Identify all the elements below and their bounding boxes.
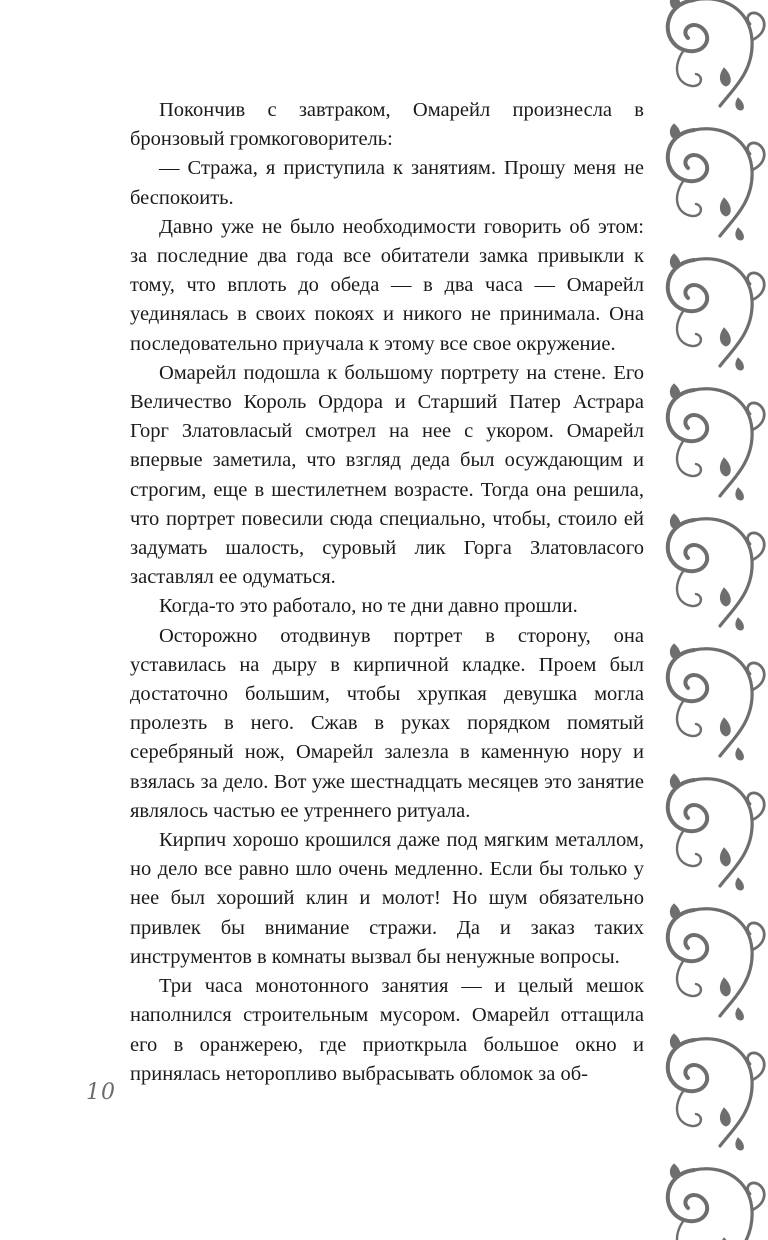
paragraph: — Стража, я приступила к занятиям. Прошу меня не беспокоить. bbox=[130, 157, 644, 209]
paragraph: Давно уже не было необходимости говорить об этом: за последние два года все обитатели замка привыкли к тому, что вплоть до обеда — в два часа — Омарейл уединялась в своих покоях и никого не принимала. Она последовательно приучала к этому все свое окружение. bbox=[130, 215, 644, 355]
paragraph: Омарейл подошла к большому портрету на стене. Его Величество Король Ордора и Старший Патер Астрара Горг Златовласый смотрел на нее с укором. Омарейл впервые заметила, что взгляд деда был осуждающим и строгим, еще в шестилетнем возрасте. Тогда она решила, что портрет повесили сюда специально, чтобы, стоило ей задумать шалость, суровый лик Горга Златовласого заставлял ее одуматься. bbox=[130, 361, 644, 589]
swirl-border-ornament-icon bbox=[654, 0, 768, 1240]
paragraph: Три часа монотонного занятия — и целый мешок наполнился строительным мусором. Омарейл оттащила его в оранжерею, где приоткрыла большое окно и принялась неторопливо выбрасывать обломок за об- bbox=[130, 975, 644, 1085]
paragraph: Покончив с завтраком, Омарейл произнесла в бронзовый громкоговоритель: bbox=[130, 99, 644, 151]
paragraph: Кирпич хорошо крошился даже под мягким металлом, но дело все равно шло очень медленно. Если бы только у нее был хороший клин и молот! Но шум обязательно привлек бы внимание стражи. Да и заказ таких инструментов в комнаты вызвал бы ненужные вопросы. bbox=[130, 829, 644, 968]
page-number: 10 bbox=[86, 1080, 116, 1105]
paragraph: Осторожно отодвинув портрет в сторону, она уставилась на дыру в кирпичной кладке. Проем был достаточно большим, чтобы хрупкая девушка могла пролезть в него. Сжав в руках порядком помятый серебряный нож, Омарейл залезла в каменную нору и взялась за дело. Вот уже шестнадцать месяцев это занятие являлось частью ее утреннего ритуала. bbox=[130, 624, 644, 822]
page-text bbox=[130, 96, 644, 1089]
paragraph: Когда-то это работало, но те дни давно прошли. bbox=[159, 595, 578, 618]
